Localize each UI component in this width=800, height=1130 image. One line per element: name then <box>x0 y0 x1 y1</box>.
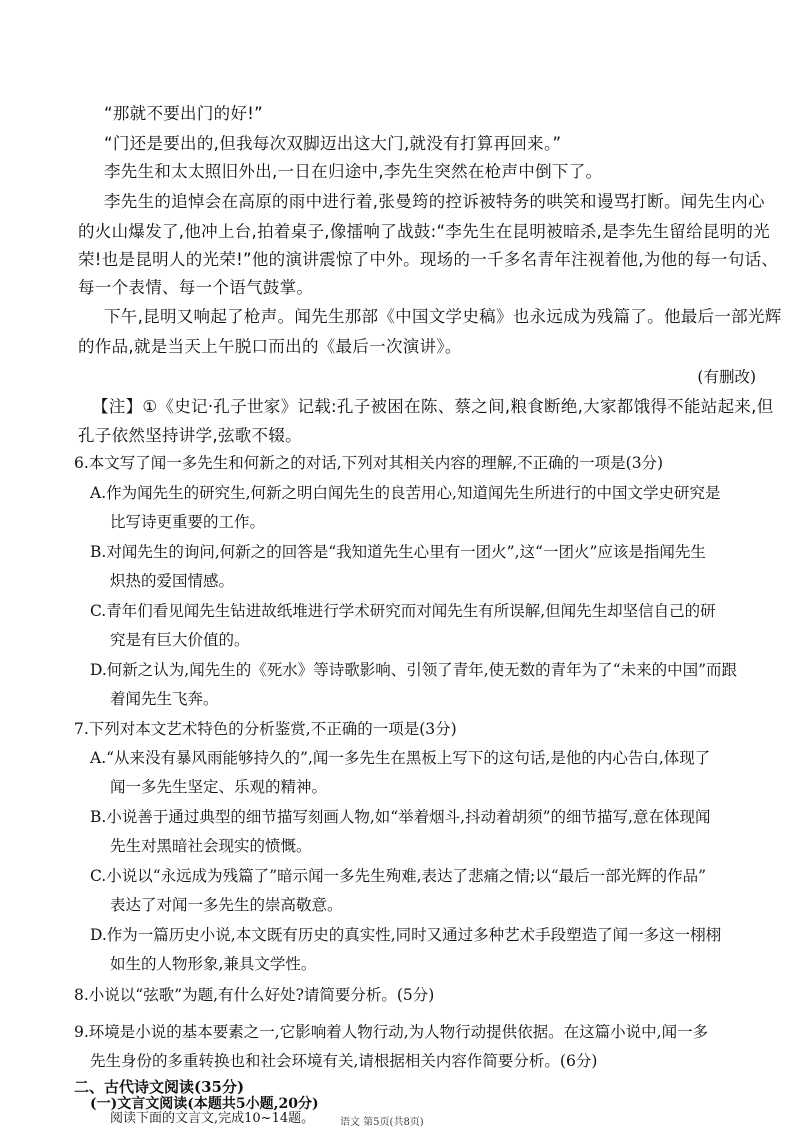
question-7-stem: 7.下列对本文艺术特色的分析鉴赏,不正确的一项是(3分) <box>74 720 457 738</box>
question-6-option-d-line-2: 着闻先生飞奔。 <box>110 690 219 708</box>
question-6-option-c-line-1: C.青年们看见闻先生钻进故纸堆进行学术研究而对闻先生有所误解,但闻先生却坚信自己的研 <box>90 602 716 620</box>
question-7-option-b-line-2: 先生对黑暗社会现实的愤慨。 <box>110 837 312 855</box>
story-paragraph-5-line-2: 的作品,就是当天上午脱口而出的《最后一次演讲》。 <box>78 337 462 356</box>
question-7-option-a-line-1: A.“从来没有暴风雨能够持久的”,闻一多先生在黑板上写下的这句话,是他的内心告白,体现了 <box>90 749 711 767</box>
question-7-option-d-line-1: D.作为一篇历史小说,本文既有历史的真实性,同时又通过多种艺术手段塑造了闻一多这一栩栩 <box>90 926 722 944</box>
question-6-option-b-line-2: 炽热的爱国情感。 <box>110 572 235 590</box>
story-paragraph-4-line-2: 的火山爆发了,他冲上台,拍着桌子,像擂响了战鼓:“李先生在昆明被暗杀,是李先生留给昆明的光 <box>78 222 771 241</box>
section-2-subtitle: (一)文言文阅读(本题共5小题,20分) <box>90 1096 319 1112</box>
story-paragraph-3: 李先生和太太照旧外出,一日在归途中,李先生突然在枪声中倒下了。 <box>104 162 603 181</box>
question-7-option-c-line-1: C.小说以“永远成为残篇了”暗示闻一多先生殉难,表达了悲痛之情;以“最后一部光辉的作品” <box>90 867 707 885</box>
story-paragraph-4-line-1: 李先生的追悼会在高原的雨中进行着,张曼筠的控诉被特务的哄笑和谩骂打断。闻先生内心 <box>104 192 765 211</box>
footnote-line-1: 【注】①《史记·孔子世家》记载:孔子被困在陈、蔡之间,粮食断绝,大家都饿得不能站起来,但 <box>92 397 774 416</box>
question-6-option-c-line-2: 究是有巨大价值的。 <box>110 631 250 649</box>
question-6-stem: 6.本文写了闻一多先生和何新之的对话,下列对其相关内容的理解,不正确的一项是(3分) <box>74 454 664 472</box>
page-footer: 语文 第5页(共8页) <box>340 1117 424 1128</box>
story-paragraph-5-line-1: 下午,昆明又响起了枪声。闻先生那部《中国文学史稿》也永远成为残篇了。他最后一部光辉 <box>104 307 782 326</box>
story-dialogue-2: “门还是要出的,但我每次双脚迈出这大门,就没有打算再回来。” <box>104 134 562 153</box>
question-8-stem: 8.小说以“弦歌”为题,有什么好处?请简要分析。(5分) <box>74 986 435 1004</box>
question-7-option-c-line-2: 表达了对闻一多先生的崇高敬意。 <box>110 896 343 914</box>
footnote-line-2: 孔子依然坚持讲学,弦歌不辍。 <box>78 426 302 445</box>
question-9-line-2: 先生身份的多重转换也和社会环境有关,请根据相关内容作简要分析。(6分) <box>90 1052 598 1070</box>
question-7-option-a-line-2: 闻一多先生坚定、乐观的精神。 <box>110 778 328 796</box>
question-6-option-d-line-1: D.何新之认为,闻先生的《死水》等诗歌影响、引领了青年,使无数的青年为了“未来的中国”而跟 <box>90 661 738 679</box>
story-paragraph-4-line-3: 荣!也是昆明人的光荣!”他的演讲震惊了中外。现场的一千多名青年注视着他,为他的每一句话、 <box>78 250 779 269</box>
question-6-option-a-line-1: A.作为闻先生的研究生,何新之明白闻先生的良苦用心,知道闻先生所进行的中国文学史研究是 <box>90 484 721 502</box>
story-dialogue-1: “那就不要出门的好!” <box>104 104 264 123</box>
question-7-option-d-line-2: 如生的人物形象,兼具文学性。 <box>110 955 317 973</box>
abridged-note: (有删改) <box>697 368 756 386</box>
question-6-option-b-line-1: B.对闻先生的询问,何新之的回答是“我知道先生心里有一团火”,这“一团火”应该是指闻先生 <box>90 543 706 561</box>
question-9-line-1: 9.环境是小说的基本要素之一,它影响着人物行动,为人物行动提供依据。在这篇小说中,闻一多 <box>74 1023 709 1041</box>
section-2-instruction: 阅读下面的文言文,完成10~14题。 <box>110 1111 315 1126</box>
question-6-option-a-line-2: 比写诗更重要的工作。 <box>110 513 266 531</box>
story-paragraph-4-line-4: 每一个表情、每一个语气鼓掌。 <box>78 278 314 297</box>
question-7-option-b-line-1: B.小说善于通过典型的细节描写刻画人物,如“举着烟斗,抖动着胡须”的细节描写,意在体现闻 <box>90 808 711 826</box>
section-2-title: 二、古代诗文阅读(35分) <box>74 1078 245 1096</box>
